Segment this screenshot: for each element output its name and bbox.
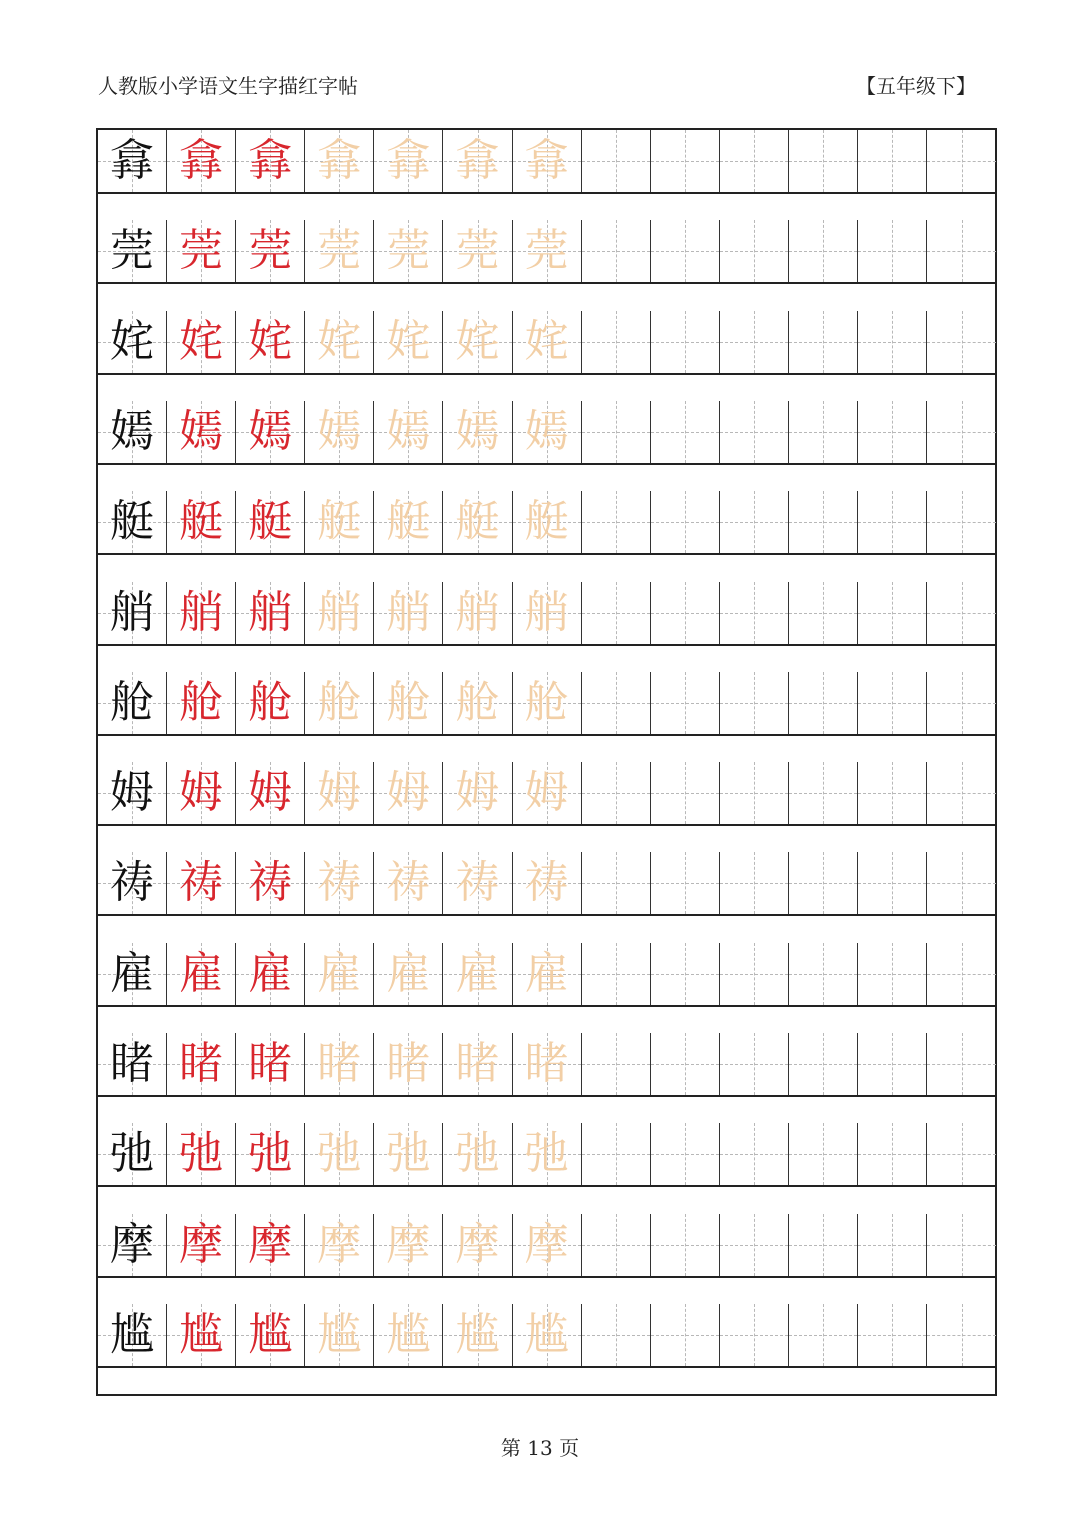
practice-row: [98, 1304, 995, 1368]
empty-writing-cell: [720, 1214, 789, 1276]
red-char-cell: [236, 491, 305, 553]
trace-char-cell: [513, 220, 582, 282]
trace-char-cell: [374, 1123, 443, 1185]
red-char-cell: [167, 311, 236, 373]
trace-char-cell: [305, 401, 374, 463]
trace-char: 莞: [386, 225, 431, 277]
practice-row: [98, 1123, 995, 1187]
empty-writing-cell: [789, 1123, 858, 1185]
trace-char: 艄: [524, 586, 569, 638]
trace-char-cell: [444, 852, 513, 914]
trace-char-cell: [444, 762, 513, 824]
trace-char-cell: [513, 130, 582, 192]
empty-writing-cell: [720, 491, 789, 553]
red-char: 艄: [248, 586, 293, 638]
empty-writing-cell: [582, 943, 651, 1005]
trace-char: 摩: [317, 1218, 362, 1270]
trace-char-cell: [513, 1304, 582, 1366]
model-char: 雇: [110, 947, 154, 999]
practice-row: [98, 1214, 995, 1278]
red-char-cell: [167, 401, 236, 463]
empty-writing-cell: [858, 1214, 927, 1276]
trace-char: 祷: [455, 857, 500, 909]
model-char: 摩: [110, 1218, 154, 1270]
trace-char-cell: [305, 852, 374, 914]
empty-writing-cell: [651, 401, 720, 463]
red-char: 莞: [248, 225, 293, 277]
empty-writing-cell: [582, 672, 651, 734]
model-char-cell: [98, 220, 167, 282]
trace-char: 艄: [386, 586, 431, 638]
model-char-cell: [98, 1123, 167, 1185]
trace-char: 弛: [455, 1128, 500, 1180]
red-char-cell: [236, 311, 305, 373]
trace-char: 艄: [455, 586, 500, 638]
empty-writing-cell: [858, 130, 927, 192]
empty-writing-cell: [858, 220, 927, 282]
trace-char-cell: [444, 220, 513, 282]
empty-writing-cell: [582, 1033, 651, 1095]
trace-char: 尴: [524, 1308, 569, 1360]
empty-writing-cell: [858, 943, 927, 1005]
trace-char-cell: [374, 943, 443, 1005]
trace-char-cell: [444, 1304, 513, 1366]
trace-char-cell: [444, 1123, 513, 1185]
trace-char: 弛: [524, 1128, 569, 1180]
trace-char: 睹: [317, 1038, 362, 1089]
trace-char-cell: [374, 1214, 443, 1276]
empty-writing-cell: [720, 1304, 789, 1366]
red-char-cell: [236, 762, 305, 824]
empty-writing-cell: [927, 672, 996, 734]
empty-writing-cell: [927, 943, 996, 1005]
empty-writing-cell: [927, 401, 996, 463]
practice-row: [98, 582, 995, 646]
trace-char: 嫣: [524, 405, 569, 457]
trace-char-cell: [374, 1304, 443, 1366]
red-char: 搻: [179, 135, 224, 186]
red-char-cell: [167, 1304, 236, 1366]
practice-row: [98, 762, 995, 826]
empty-writing-cell: [720, 1123, 789, 1185]
red-char-cell: [167, 672, 236, 734]
red-char: 嫣: [179, 405, 224, 457]
model-char: 嫣: [110, 405, 154, 457]
empty-writing-cell: [927, 1123, 996, 1185]
empty-writing-cell: [651, 491, 720, 553]
trace-char: 摩: [386, 1218, 431, 1270]
empty-writing-cell: [789, 1214, 858, 1276]
empty-writing-cell: [582, 582, 651, 644]
red-char: 姹: [179, 315, 224, 367]
empty-writing-cell: [720, 852, 789, 914]
empty-writing-cell: [927, 130, 996, 192]
trace-char: 嫣: [455, 405, 500, 457]
red-char-cell: [167, 1033, 236, 1095]
header-grade: 【五年级下】: [856, 74, 976, 98]
trace-char: 舱: [386, 676, 431, 728]
trace-char: 莞: [317, 225, 362, 277]
trace-char: 姆: [317, 767, 362, 819]
trace-char-cell: [513, 1214, 582, 1276]
empty-writing-cell: [651, 130, 720, 192]
red-char-cell: [167, 943, 236, 1005]
red-char-cell: [236, 1304, 305, 1366]
trace-char: 尴: [455, 1308, 500, 1360]
trace-char-cell: [374, 491, 443, 553]
model-char: 祷: [110, 857, 154, 909]
red-char-cell: [236, 1123, 305, 1185]
empty-writing-cell: [651, 672, 720, 734]
empty-writing-cell: [651, 1214, 720, 1276]
empty-writing-cell: [582, 130, 651, 192]
red-char-cell: [236, 1033, 305, 1095]
trace-char-cell: [513, 491, 582, 553]
empty-writing-cell: [858, 582, 927, 644]
trace-char-cell: [305, 1214, 374, 1276]
empty-writing-cell: [582, 1304, 651, 1366]
empty-writing-cell: [720, 582, 789, 644]
empty-writing-cell: [858, 1033, 927, 1095]
trace-char: 搻: [386, 135, 431, 186]
trace-char-cell: [513, 762, 582, 824]
trace-char: 姆: [524, 767, 569, 819]
empty-writing-cell: [651, 762, 720, 824]
empty-writing-cell: [720, 401, 789, 463]
trace-char: 姆: [386, 767, 431, 819]
trace-char: 莞: [524, 225, 569, 277]
red-char-cell: [236, 1214, 305, 1276]
model-char-cell: [98, 130, 167, 192]
red-char: 弛: [179, 1128, 224, 1180]
page-number: 第 13 页: [500, 1436, 580, 1460]
trace-char-cell: [444, 582, 513, 644]
trace-char-cell: [305, 311, 374, 373]
trace-char: 弛: [317, 1128, 362, 1180]
trace-char: 雇: [455, 947, 500, 999]
trace-char-cell: [305, 1033, 374, 1095]
empty-writing-cell: [720, 672, 789, 734]
red-char-cell: [167, 1214, 236, 1276]
trace-char: 雇: [524, 947, 569, 999]
empty-writing-cell: [582, 852, 651, 914]
practice-row: [98, 943, 995, 1007]
trace-char: 艇: [455, 496, 500, 548]
practice-row: [98, 220, 995, 284]
empty-writing-cell: [789, 852, 858, 914]
model-char-cell: [98, 1033, 167, 1095]
trace-char-cell: [444, 672, 513, 734]
model-char: 姹: [110, 315, 154, 367]
trace-char: 莞: [455, 225, 500, 277]
practice-row: [98, 130, 995, 194]
empty-writing-cell: [789, 130, 858, 192]
trace-char: 尴: [386, 1308, 431, 1360]
empty-writing-cell: [858, 401, 927, 463]
empty-writing-cell: [789, 220, 858, 282]
empty-writing-cell: [582, 1123, 651, 1185]
trace-char: 搻: [317, 135, 362, 186]
red-char: 搻: [248, 135, 293, 186]
red-char: 姆: [248, 767, 293, 819]
trace-char-cell: [305, 1304, 374, 1366]
red-char: 摩: [248, 1218, 293, 1270]
trace-char: 摩: [524, 1218, 569, 1270]
trace-char-cell: [513, 943, 582, 1005]
empty-writing-cell: [789, 943, 858, 1005]
empty-writing-cell: [720, 220, 789, 282]
trace-char-cell: [374, 1033, 443, 1095]
red-char: 雇: [179, 947, 224, 999]
empty-writing-cell: [858, 762, 927, 824]
trace-char: 睹: [524, 1038, 569, 1089]
empty-writing-cell: [651, 943, 720, 1005]
trace-char: 艇: [524, 496, 569, 548]
trace-char-cell: [444, 130, 513, 192]
practice-row: [98, 401, 995, 465]
empty-writing-cell: [720, 1033, 789, 1095]
trace-char: 艇: [317, 496, 362, 548]
red-char-cell: [167, 762, 236, 824]
empty-writing-cell: [651, 311, 720, 373]
trace-char-cell: [305, 220, 374, 282]
red-char: 艇: [248, 496, 293, 548]
model-char: 尴: [110, 1308, 154, 1360]
trace-char-cell: [374, 672, 443, 734]
model-char-cell: [98, 943, 167, 1005]
header-title: 人教版小学语文生字描红字帖: [98, 74, 358, 98]
trace-char-cell: [374, 762, 443, 824]
red-char: 尴: [179, 1308, 224, 1360]
empty-writing-cell: [582, 311, 651, 373]
practice-row: [98, 852, 995, 916]
empty-writing-cell: [720, 943, 789, 1005]
trace-char: 搻: [524, 135, 569, 186]
empty-writing-cell: [927, 220, 996, 282]
empty-writing-cell: [927, 1214, 996, 1276]
red-char-cell: [167, 130, 236, 192]
model-char: 姆: [110, 767, 154, 819]
red-char-cell: [236, 130, 305, 192]
empty-writing-cell: [927, 762, 996, 824]
trace-char-cell: [305, 582, 374, 644]
trace-char-cell: [444, 311, 513, 373]
model-char: 睹: [110, 1038, 154, 1089]
trace-char-cell: [305, 1123, 374, 1185]
model-char: 搻: [110, 135, 154, 186]
red-char: 舱: [248, 676, 293, 728]
trace-char-cell: [444, 491, 513, 553]
red-char: 弛: [248, 1128, 293, 1180]
empty-writing-cell: [927, 491, 996, 553]
red-char: 姆: [179, 767, 224, 819]
model-char-cell: [98, 672, 167, 734]
trace-char-cell: [444, 1033, 513, 1095]
trace-char-cell: [305, 491, 374, 553]
empty-writing-cell: [858, 672, 927, 734]
model-char: 莞: [110, 225, 154, 277]
red-char-cell: [236, 582, 305, 644]
empty-writing-cell: [651, 582, 720, 644]
trace-char-cell: [513, 1033, 582, 1095]
trace-char-cell: [513, 672, 582, 734]
trace-char-cell: [305, 672, 374, 734]
trace-char-cell: [513, 1123, 582, 1185]
red-char: 艄: [179, 586, 224, 638]
trace-char: 舱: [524, 676, 569, 728]
model-char-cell: [98, 762, 167, 824]
empty-writing-cell: [858, 491, 927, 553]
empty-writing-cell: [789, 582, 858, 644]
trace-char: 姹: [317, 315, 362, 367]
empty-writing-cell: [582, 491, 651, 553]
empty-writing-cell: [582, 220, 651, 282]
model-char: 弛: [110, 1128, 154, 1180]
model-char-cell: [98, 491, 167, 553]
trace-char: 姹: [386, 315, 431, 367]
empty-writing-cell: [858, 1123, 927, 1185]
red-char-cell: [236, 852, 305, 914]
model-char-cell: [98, 852, 167, 914]
trace-char-cell: [513, 582, 582, 644]
practice-row: [98, 491, 995, 555]
trace-char: 睹: [386, 1038, 431, 1089]
trace-char: 祷: [317, 857, 362, 909]
red-char-cell: [167, 1123, 236, 1185]
red-char: 祷: [179, 857, 224, 909]
red-char-cell: [167, 582, 236, 644]
empty-writing-cell: [927, 1304, 996, 1366]
trace-char: 摩: [455, 1218, 500, 1270]
empty-writing-cell: [927, 852, 996, 914]
empty-writing-cell: [651, 1123, 720, 1185]
red-char: 睹: [248, 1038, 293, 1089]
empty-writing-cell: [927, 311, 996, 373]
red-char: 艇: [179, 496, 224, 548]
empty-writing-cell: [789, 1304, 858, 1366]
trace-char-cell: [513, 852, 582, 914]
red-char: 雇: [248, 947, 293, 999]
empty-writing-cell: [858, 852, 927, 914]
trace-char: 舱: [455, 676, 500, 728]
trace-char: 艇: [386, 496, 431, 548]
trace-char: 姹: [455, 315, 500, 367]
red-char-cell: [236, 401, 305, 463]
empty-writing-cell: [789, 401, 858, 463]
empty-writing-cell: [789, 491, 858, 553]
empty-writing-cell: [582, 762, 651, 824]
empty-writing-cell: [789, 1033, 858, 1095]
practice-sheet: [96, 128, 997, 1396]
trace-char: 弛: [386, 1128, 431, 1180]
trace-char-cell: [513, 401, 582, 463]
trace-char: 舱: [317, 676, 362, 728]
red-char: 睹: [179, 1038, 224, 1089]
trace-char-cell: [374, 220, 443, 282]
model-char-cell: [98, 1304, 167, 1366]
model-char-cell: [98, 1214, 167, 1276]
practice-row: [98, 672, 995, 736]
trace-char: 艄: [317, 586, 362, 638]
empty-writing-cell: [720, 311, 789, 373]
trace-char-cell: [444, 1214, 513, 1276]
trace-char: 姆: [455, 767, 500, 819]
trace-char: 祷: [524, 857, 569, 909]
trace-char-cell: [305, 130, 374, 192]
trace-char-cell: [374, 582, 443, 644]
red-char-cell: [167, 491, 236, 553]
empty-writing-cell: [720, 762, 789, 824]
red-char-cell: [167, 852, 236, 914]
model-char-cell: [98, 311, 167, 373]
empty-writing-cell: [651, 1304, 720, 1366]
empty-writing-cell: [927, 582, 996, 644]
trace-char-cell: [374, 401, 443, 463]
empty-writing-cell: [582, 401, 651, 463]
practice-row: [98, 311, 995, 375]
trace-char: 姹: [524, 315, 569, 367]
trace-char: 睹: [455, 1038, 500, 1089]
empty-writing-cell: [651, 220, 720, 282]
trace-char-cell: [305, 943, 374, 1005]
trace-char: 祷: [386, 857, 431, 909]
empty-writing-cell: [720, 130, 789, 192]
trace-char-cell: [444, 943, 513, 1005]
model-char: 艇: [110, 496, 154, 548]
red-char: 姹: [248, 315, 293, 367]
model-char: 舱: [110, 676, 154, 728]
empty-writing-cell: [789, 762, 858, 824]
red-char: 嫣: [248, 405, 293, 457]
empty-writing-cell: [927, 1033, 996, 1095]
practice-row: [98, 1033, 995, 1097]
red-char: 尴: [248, 1308, 293, 1360]
trace-char: 雇: [386, 947, 431, 999]
trace-char: 尴: [317, 1308, 362, 1360]
red-char: 摩: [179, 1218, 224, 1270]
trace-char-cell: [305, 762, 374, 824]
trace-char: 嫣: [317, 405, 362, 457]
red-char: 祷: [248, 857, 293, 909]
model-char-cell: [98, 401, 167, 463]
empty-writing-cell: [651, 1033, 720, 1095]
trace-char: 嫣: [386, 405, 431, 457]
trace-char-cell: [444, 401, 513, 463]
red-char: 舱: [179, 676, 224, 728]
trace-char-cell: [374, 311, 443, 373]
empty-writing-cell: [858, 1304, 927, 1366]
red-char-cell: [236, 672, 305, 734]
model-char: 艄: [110, 586, 154, 638]
red-char: 莞: [179, 225, 224, 277]
model-char-cell: [98, 582, 167, 644]
trace-char-cell: [513, 311, 582, 373]
empty-writing-cell: [789, 672, 858, 734]
trace-char: 雇: [317, 947, 362, 999]
empty-writing-cell: [789, 311, 858, 373]
red-char-cell: [236, 220, 305, 282]
trace-char-cell: [374, 130, 443, 192]
empty-writing-cell: [858, 311, 927, 373]
trace-char: 搻: [455, 135, 500, 186]
red-char-cell: [236, 943, 305, 1005]
red-char-cell: [167, 220, 236, 282]
empty-writing-cell: [582, 1214, 651, 1276]
empty-writing-cell: [651, 852, 720, 914]
trace-char-cell: [374, 852, 443, 914]
